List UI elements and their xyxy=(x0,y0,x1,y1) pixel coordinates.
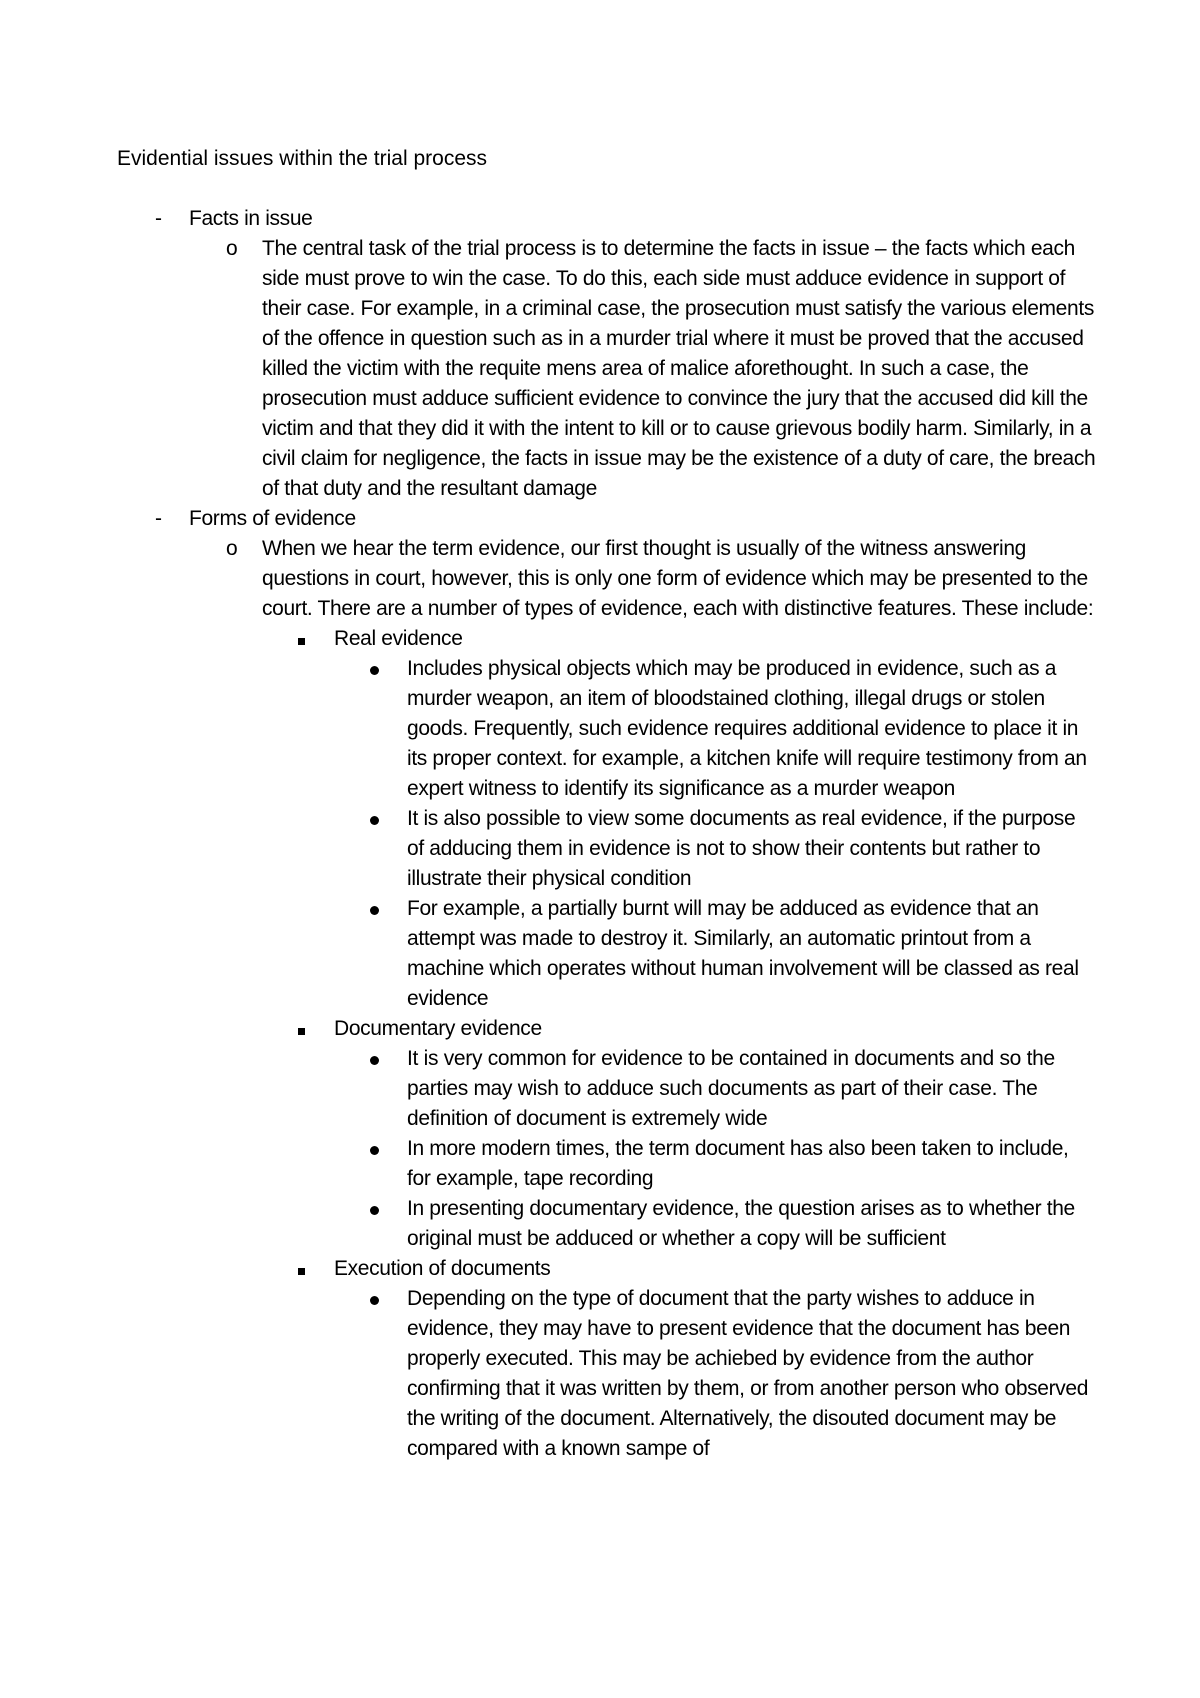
square-bullet-icon xyxy=(298,624,305,654)
document-body xyxy=(0,204,1200,1464)
bullet-text: Depending on the type of document that the party wishes to adduce in evidence, they may have to present evidence that the document has been properly executed. This may be achiebed by evidence from the author confirming that it was written by them, or from another person who observed the writing of the document. Alternatively, the disouted document may be compared with a known sampe of xyxy=(407,1287,1089,1460)
round-bullet-icon xyxy=(370,1284,379,1314)
bullet-text: It is also possible to view some documents as real evidence, if the purpose of adducing them in evidence is not to show their contents but rather to illustrate their physical condition xyxy=(407,807,1076,890)
square-bullet-icon xyxy=(298,1014,305,1044)
list-item xyxy=(0,1044,1200,1134)
document-title: Evidential issues within the trial process xyxy=(117,147,488,170)
round-bullet-icon xyxy=(370,654,379,684)
list-item xyxy=(0,894,1200,1014)
list-item xyxy=(0,804,1200,894)
list-item xyxy=(0,1134,1200,1194)
list-item xyxy=(0,1194,1200,1254)
section-forms-of-evidence xyxy=(0,504,1200,534)
dash-marker: - xyxy=(155,507,162,530)
list-item xyxy=(0,534,1200,624)
section-heading: Forms of evidence xyxy=(189,507,356,530)
paragraph-text: The central task of the trial process is to determine the facts in issue – the facts which each side must prove to win the case. To do this, each side must adduce evidence in support of their case. For example, in a criminal case, the prosecution must satisfy the various elements of the offence in question such as in a murder trial where it must be proved that the accused killed the victim with the requite mens area of malice aforethought. In such a case, the prosecution must adduce sufficient evidence to convince the jury that the accused did kill the victim and that they did it with the intent to kill or to cause grievous bodily harm. Similarly, in a civil claim for negligence, the facts in issue may be the existence of a duty of care, the breach of that duty and the resultant damage xyxy=(262,237,1096,500)
list-item xyxy=(0,1284,1200,1464)
evidence-type-real xyxy=(0,624,1200,654)
round-bullet-icon xyxy=(370,894,379,924)
circle-marker: o xyxy=(226,237,238,260)
evidence-type-heading: Documentary evidence xyxy=(334,1017,542,1040)
section-facts-in-issue xyxy=(0,204,1200,234)
evidence-type-heading: Real evidence xyxy=(334,627,463,650)
paragraph-text: When we hear the term evidence, our first thought is usually of the witness answering questions in court, however, this is only one form of evidence which may be presented to the court. There are a number of types of evidence, each with distinctive features. These include: xyxy=(262,537,1094,620)
list-item xyxy=(0,234,1200,504)
round-bullet-icon xyxy=(370,1044,379,1074)
circle-marker: o xyxy=(226,537,238,560)
section-heading: Facts in issue xyxy=(189,207,313,230)
round-bullet-icon xyxy=(370,804,379,834)
dash-marker: - xyxy=(155,207,162,230)
evidence-type-execution xyxy=(0,1254,1200,1284)
bullet-text: In more modern times, the term document has also been taken to include, for example, tape recording xyxy=(407,1137,1069,1190)
bullet-text: In presenting documentary evidence, the question arises as to whether the original must be adduced or whether a copy will be sufficient xyxy=(407,1197,1075,1250)
round-bullet-icon xyxy=(370,1194,379,1224)
list-item xyxy=(0,654,1200,804)
square-bullet-icon xyxy=(298,1254,305,1284)
round-bullet-icon xyxy=(370,1134,379,1164)
bullet-text: Includes physical objects which may be produced in evidence, such as a murder weapon, an item of bloodstained clothing, illegal drugs or stolen goods. Frequently, such evidence requires additional evidence to place it in its proper context. for example, a kitchen knife will require testimony from an expert witness to identify its significance as a murder weapon xyxy=(407,657,1087,800)
bullet-text: For example, a partially burnt will may be adduced as evidence that an attempt was made to destroy it. Similarly, an automatic printout from a machine which operates without human involvement will be classed as real evidence xyxy=(407,897,1079,1010)
evidence-type-documentary xyxy=(0,1014,1200,1044)
evidence-type-heading: Execution of documents xyxy=(334,1257,551,1280)
bullet-text: It is very common for evidence to be contained in documents and so the parties may wish to adduce such documents as part of their case. The definition of document is extremely wide xyxy=(407,1047,1055,1130)
